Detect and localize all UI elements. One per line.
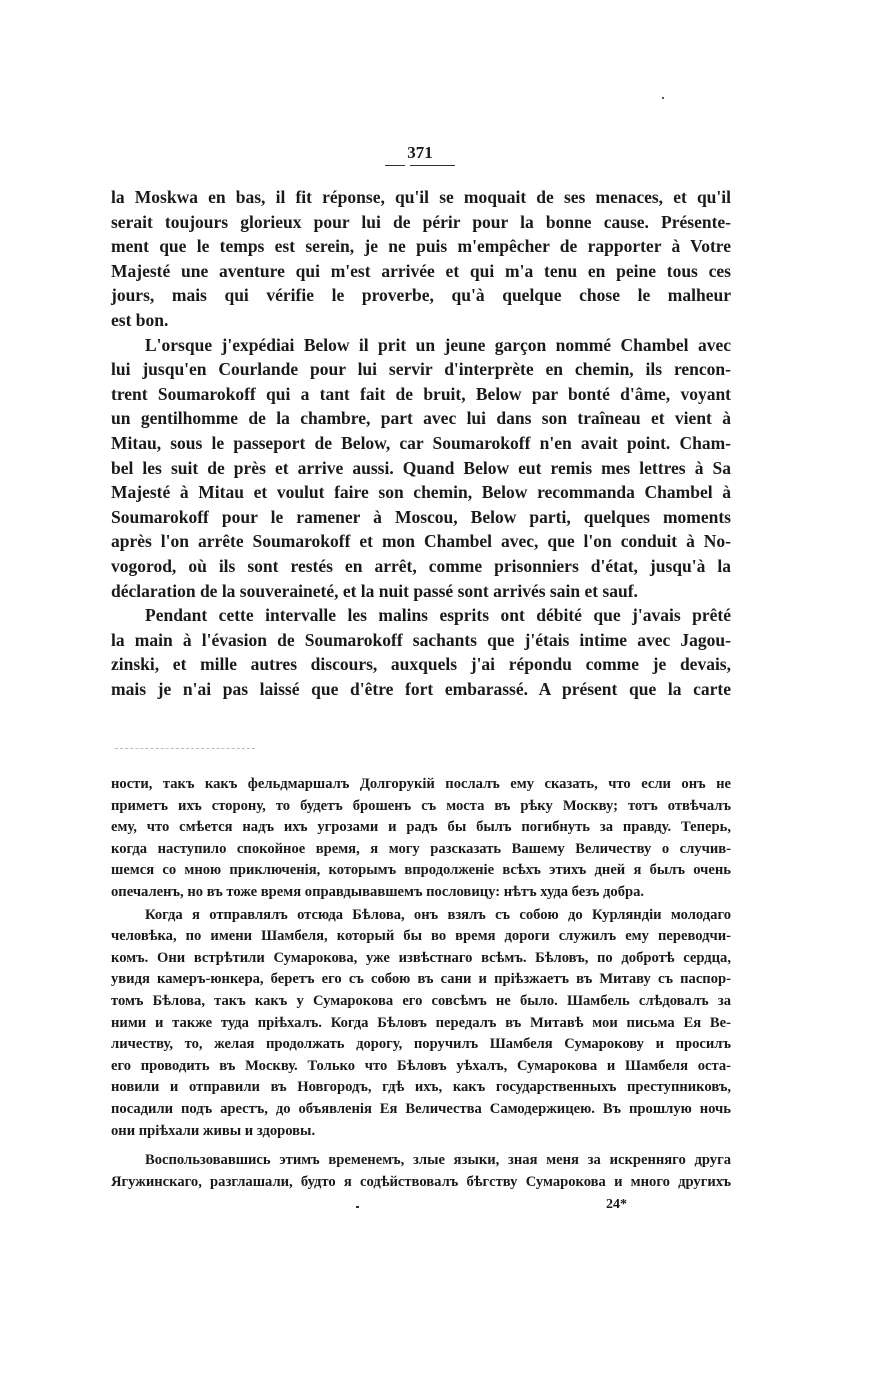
text-line: après l'on arrête Soumarokoff et mon Chambel avec, que l'on conduit à No- bbox=[111, 531, 731, 552]
text-line: Soumarokoff pour le ramener à Moscou, Below parti, quelques moments bbox=[111, 506, 731, 527]
text-line: bel les suit de près et arrive aussi. Quand Below eut remis mes lettres à Sa bbox=[111, 457, 731, 478]
text-line: увидя камеръ-юнкера, беретъ его съ собою въ сани и пріѣзжаетъ въ Митаву съ паспор- bbox=[111, 971, 731, 988]
text-line: Pendant cette intervalle les malins esprits ont débité que j'avais prêté bbox=[145, 605, 731, 626]
text-line: его проводить въ Москву. Только что Бѣловъ уѣхалъ, Сумарокова и Шамбеля оста- bbox=[111, 1057, 731, 1074]
text-line: когда наступило спокойное время, я могу разсказать Вашему Величеству о случив- bbox=[111, 840, 731, 857]
text-line: un gentilhomme de la chambre, part avec lui dans son traîneau et vient à bbox=[111, 408, 731, 429]
text-line: ment que le temps est serein, je ne puis m'empêcher de rapporter à Votre bbox=[111, 236, 731, 257]
russian-paragraph bbox=[111, 905, 731, 1143]
header-rule-right bbox=[410, 165, 455, 166]
text-line: déclaration de la souveraineté, et la nuit passé sont arrivés sain et sauf. bbox=[111, 580, 638, 601]
text-line: vogorod, où ils sont restés en arrêt, comme prisonniers d'état, jusqu'à la bbox=[111, 555, 731, 576]
text-line: serait toujours glorieux pour lui de périr pour la bonne cause. Présente- bbox=[111, 211, 731, 232]
text-line: est bon. bbox=[111, 309, 169, 330]
scan-speck bbox=[662, 97, 664, 99]
russian-paragraph bbox=[111, 1150, 731, 1193]
french-paragraph bbox=[111, 603, 731, 701]
text-line: la main à l'évasion de Soumarokoff sachants que j'étais intime avec Jagou- bbox=[111, 629, 731, 650]
text-line: mais je n'ai pas laissé que d'être fort embarassé. A présent que la carte bbox=[111, 678, 731, 699]
text-line: la Moskwa en bas, il fit réponse, qu'il se moquait de ses menaces, et qu'il bbox=[111, 187, 731, 207]
scan-dot bbox=[356, 1206, 359, 1208]
text-line: Majesté une aventure qui m'est arrivée et qui m'a tenu en peine tous ces bbox=[111, 260, 731, 281]
text-line: ему, что смѣется надъ ихъ угрозами и радъ бы былъ погибнуть за правду. Теперь, bbox=[111, 819, 731, 836]
text-line: Mitau, sous le passeport de Below, car Soumarokoff n'en avait point. Cham- bbox=[111, 432, 731, 453]
text-line: опечаленъ, но въ тоже время оправдывавшемъ пословицу: нѣтъ худа безъ добра. bbox=[111, 883, 645, 900]
text-line: новили и отправили въ Новгородъ, гдѣ ихъ, какъ государственныхъ преступниковъ, bbox=[111, 1079, 731, 1096]
page-number: 371 bbox=[407, 143, 433, 162]
text-line: trent Soumarokoff qui a tant fait de bruit, Below par bonté d'âme, voyant bbox=[111, 383, 731, 404]
text-line: ности, такъ какъ фельдмаршалъ Долгорукій послалъ ему сказать, что если онъ не bbox=[111, 776, 731, 792]
russian-paragraph bbox=[111, 774, 731, 904]
text-line: томъ Бѣлова, такъ какъ у Сумарокова его совсѣмъ не было. Шамбель слѣдовалъ за bbox=[111, 992, 731, 1009]
text-line: посадили подъ арестъ, до объявленія Ея Величества Самодержицею. Въ прошлую ночь bbox=[111, 1100, 731, 1117]
french-paragraph bbox=[111, 333, 731, 604]
text-line: Когда я отправлялъ отсюда Бѣлова, онъ взялъ съ собою до Курляндіи молодаго bbox=[145, 906, 731, 923]
text-line: Воспользовавшись этимъ временемъ, злые языки, зная меня за искренняго друга bbox=[145, 1152, 731, 1169]
text-line: личеству, то, желая продолжать дорогу, поручилъ Шамбеля Сумарокову и просилъ bbox=[111, 1036, 731, 1053]
text-line: L'orsque j'expédiai Below il prit un jeune garçon nommé Chambel avec bbox=[145, 334, 731, 355]
text-line: комъ. Они встрѣтили Сумарокова, уже извѣстнаго всѣмъ. Бѣловъ, по добротѣ сердца, bbox=[111, 949, 731, 966]
text-line: шемся со мною приключенія, которымъ впродолженіе всѣхъ этихъ дней я былъ очень bbox=[111, 862, 731, 879]
text-line: приметъ ихъ сторону, то будетъ брошенъ съ моста въ рѣку Москву; тотъ отвѣчалъ bbox=[111, 797, 731, 814]
text-line: zinski, et mille autres discours, auxquels j'ai répondu comme je devais, bbox=[111, 654, 731, 675]
printer-signature-mark: 24* bbox=[606, 1197, 627, 1212]
text-line: Majesté à Mitau et voulut faire son chemin, Below recommanda Chambel à bbox=[111, 482, 731, 503]
text-line: ними и также туда пріѣхалъ. Когда Бѣловъ передалъ въ Митавѣ мои письма Ея Ве- bbox=[111, 1014, 731, 1031]
french-paragraph bbox=[111, 185, 731, 333]
text-line: jours, mais qui vérifie le proverbe, qu'à quelque chose le malheur bbox=[111, 285, 731, 306]
text-line: они пріѣхали живы и здоровы. bbox=[111, 1122, 316, 1139]
french-text bbox=[111, 185, 731, 701]
text-line: lui jusqu'en Courlande pour lui servir d'interprète en chemin, ils rencon- bbox=[111, 359, 731, 380]
text-line: Ягужинскаго, разглашали, будто я содѣйствовалъ бѣгству Сумарокова и много другихъ bbox=[111, 1173, 731, 1190]
header-rule-left bbox=[385, 165, 405, 166]
text-line: человѣка, по имени Шамбеля, который бы во время дороги служилъ ему переводчи- bbox=[111, 928, 731, 945]
scan-artifact-line bbox=[115, 748, 255, 749]
russian-translation bbox=[111, 774, 731, 1193]
